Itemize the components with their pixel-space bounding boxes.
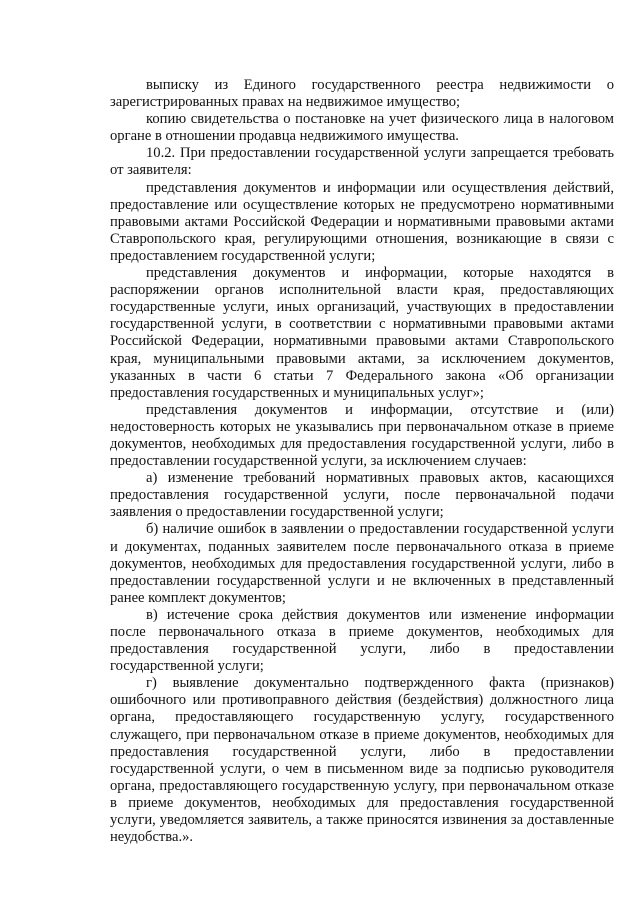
paragraph-section-10-2: 10.2. При предоставлении государственной услуги запрещается требовать от заявителя: (110, 145, 614, 179)
paragraph-case-c: в) истечение срока действия документов или изменение информации после первоначального отказа в приеме документов, необходимых для предоставления государственной услуги, либо в предоставлении государственной услуги; (110, 606, 614, 675)
paragraph-missing-documents: представления документов и информации, отсутствие и (или) недостоверность которых не указывались при первоначальном отказе в приеме документов, необходимых для предоставления государственной услуги, либо в предоставлении государственной услуги, за исключением случаев: (110, 401, 614, 470)
paragraph-case-b: б) наличие ошибок в заявлении о предоставлении государственной услуги и документах, поданных заявителем после первоначального отказа в приеме документов, необходимых для предоставления государственной услуги, либо в предоставлении государственной услуги и не включенных в представленный ранее комплект документов; (110, 521, 614, 606)
paragraph-prohibited-actions: представления документов и информации или осуществления действий, предоставление или осуществление которых не предусмотрено нормативными правовыми актами Российской Федерации и нормативными правовыми актами Ставропольского края, регулирующими отношения, возникающие в связи с предоставлением государственной услуги; (110, 179, 614, 264)
paragraph-case-d: г) выявление документально подтвержденного факта (признаков) ошибочного или противоправного действия (бездействия) должностного лица органа, предоставляющего государственную услугу, государственного служащего, при первоначальном отказе в приеме документов, необходимых для предоставления государственной услуги, либо в предоставлении государственной услуги, о чем в письменном виде за подписью руководителя органа, предоставляющего государственную услугу, при первоначальном отказе в приеме документов, необходимых для предоставления государственной услуги, уведомляется заявитель, а также приносятся извинения за доставленные неудобства.». (110, 675, 614, 846)
paragraph-documents-in-possession: представления документов и информации, которые находятся в распоряжении органов исполнительной власти края, предоставляющих государственные услуги, иных организаций, участвующих в предоставлении государственной услуги, в соответствии с нормативными правовыми актами Российской Федерации, нормативными правовыми актами Ставропольского края, муниципальными правовыми актами, за исключением документов, указанных в части 6 статьи 7 Федерального закона «Об организации предоставления государственных и муниципальных услуг»; (110, 265, 614, 401)
document-body (110, 77, 614, 846)
paragraph-egrn-extract: выписку из Единого государственного реестра недвижимости о зарегистрированных правах на недвижимое имущество; (110, 77, 614, 111)
paragraph-tax-registration: копию свидетельства о постановке на учет физического лица в налоговом органе в отношении продавца недвижимого имущества. (110, 111, 614, 145)
paragraph-case-a: а) изменение требований нормативных правовых актов, касающихся предоставления государственной услуги, после первоначальной подачи заявления о предоставлении государственной услуги; (110, 470, 614, 521)
